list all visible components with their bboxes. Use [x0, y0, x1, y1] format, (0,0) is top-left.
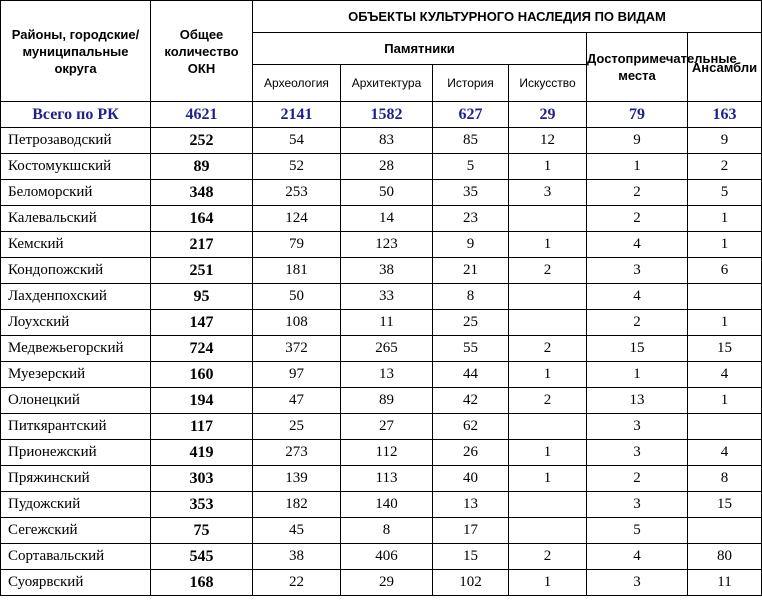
cell-architecture: 8	[341, 518, 433, 544]
table-row	[1, 466, 762, 492]
total-architecture: 1582	[341, 102, 433, 128]
cell-total: 75	[151, 518, 253, 544]
cell-history: 9	[433, 232, 509, 258]
table-row	[1, 258, 762, 284]
table-row	[1, 284, 762, 310]
cell-archaeology: 25	[253, 414, 341, 440]
cell-ensembles	[688, 284, 762, 310]
table-row	[1, 518, 762, 544]
cell-sights: 3	[587, 570, 688, 596]
cell-ensembles: 1	[688, 310, 762, 336]
table-row	[1, 440, 762, 466]
cell-ensembles: 6	[688, 258, 762, 284]
cell-total: 419	[151, 440, 253, 466]
cell-district: Олонецкий	[1, 388, 151, 414]
cell-art	[509, 284, 587, 310]
cell-ensembles: 1	[688, 206, 762, 232]
cell-total: 164	[151, 206, 253, 232]
cell-total: 89	[151, 154, 253, 180]
cell-district: Лахденпохский	[1, 284, 151, 310]
cell-ensembles: 4	[688, 440, 762, 466]
cell-ensembles: 80	[688, 544, 762, 570]
cell-history: 62	[433, 414, 509, 440]
cell-district: Пудожский	[1, 492, 151, 518]
cell-ensembles: 15	[688, 336, 762, 362]
cell-district: Лоухский	[1, 310, 151, 336]
cell-architecture: 33	[341, 284, 433, 310]
cell-architecture: 14	[341, 206, 433, 232]
cell-history: 42	[433, 388, 509, 414]
cell-architecture: 140	[341, 492, 433, 518]
total-ensembles: 163	[688, 102, 762, 128]
cell-ensembles: 8	[688, 466, 762, 492]
cell-district: Медвежьегорский	[1, 336, 151, 362]
cell-sights: 2	[587, 466, 688, 492]
cell-history: 8	[433, 284, 509, 310]
cell-sights: 15	[587, 336, 688, 362]
cell-total: 168	[151, 570, 253, 596]
cell-history: 44	[433, 362, 509, 388]
cell-archaeology: 45	[253, 518, 341, 544]
table-row	[1, 414, 762, 440]
total-art: 29	[509, 102, 587, 128]
cell-sights: 2	[587, 180, 688, 206]
cell-archaeology: 54	[253, 128, 341, 154]
cell-archaeology: 97	[253, 362, 341, 388]
cell-art: 2	[509, 336, 587, 362]
cell-art: 1	[509, 362, 587, 388]
cell-archaeology: 253	[253, 180, 341, 206]
table-row	[1, 570, 762, 596]
cell-ensembles: 4	[688, 362, 762, 388]
cell-history: 40	[433, 466, 509, 492]
total-all: 4621	[151, 102, 253, 128]
cell-total: 353	[151, 492, 253, 518]
cell-archaeology: 50	[253, 284, 341, 310]
cell-sights: 4	[587, 284, 688, 310]
cell-architecture: 113	[341, 466, 433, 492]
cell-history: 15	[433, 544, 509, 570]
cell-total: 160	[151, 362, 253, 388]
cell-archaeology: 38	[253, 544, 341, 570]
cell-district: Петрозаводский	[1, 128, 151, 154]
table-row	[1, 492, 762, 518]
cell-ensembles	[688, 518, 762, 544]
cell-art: 3	[509, 180, 587, 206]
cell-ensembles	[688, 414, 762, 440]
cell-archaeology: 182	[253, 492, 341, 518]
cell-ensembles: 15	[688, 492, 762, 518]
cell-sights: 9	[587, 128, 688, 154]
cell-art: 2	[509, 258, 587, 284]
cell-sights: 3	[587, 258, 688, 284]
cell-history: 25	[433, 310, 509, 336]
cell-history: 17	[433, 518, 509, 544]
header-total: Общее количество ОКН	[151, 1, 253, 102]
cell-art: 1	[509, 466, 587, 492]
cell-total: 303	[151, 466, 253, 492]
cell-architecture: 50	[341, 180, 433, 206]
table-row	[1, 336, 762, 362]
cell-architecture: 28	[341, 154, 433, 180]
header-archaeology: Археология	[253, 65, 341, 102]
cell-archaeology: 47	[253, 388, 341, 414]
cell-district: Кондопожский	[1, 258, 151, 284]
cell-architecture: 112	[341, 440, 433, 466]
header-sights: Достопримечательные места	[587, 33, 688, 102]
table-row	[1, 232, 762, 258]
cell-architecture: 83	[341, 128, 433, 154]
cell-archaeology: 22	[253, 570, 341, 596]
cell-history: 21	[433, 258, 509, 284]
table-row	[1, 206, 762, 232]
cell-art	[509, 414, 587, 440]
table-header	[1, 1, 762, 102]
cell-architecture: 11	[341, 310, 433, 336]
cell-district: Сортавальский	[1, 544, 151, 570]
cell-ensembles: 1	[688, 232, 762, 258]
cell-district: Костомукшский	[1, 154, 151, 180]
header-art: Искусство	[509, 65, 587, 102]
cell-archaeology: 52	[253, 154, 341, 180]
cell-history: 55	[433, 336, 509, 362]
table-row	[1, 128, 762, 154]
cell-total: 252	[151, 128, 253, 154]
cell-total: 348	[151, 180, 253, 206]
cell-art	[509, 518, 587, 544]
cell-art: 12	[509, 128, 587, 154]
cell-ensembles: 2	[688, 154, 762, 180]
cell-district: Беломорский	[1, 180, 151, 206]
table-row	[1, 362, 762, 388]
cell-sights: 4	[587, 544, 688, 570]
cell-total: 147	[151, 310, 253, 336]
cell-archaeology: 124	[253, 206, 341, 232]
cell-art: 2	[509, 544, 587, 570]
cell-district: Питкярантский	[1, 414, 151, 440]
total-history: 627	[433, 102, 509, 128]
total-label: Всего по РК	[1, 102, 151, 128]
cell-total: 117	[151, 414, 253, 440]
cell-art	[509, 310, 587, 336]
cell-art: 1	[509, 440, 587, 466]
header-monuments: Памятники	[253, 33, 587, 65]
cell-ensembles: 1	[688, 388, 762, 414]
cell-history: 85	[433, 128, 509, 154]
total-sights: 79	[587, 102, 688, 128]
cell-ensembles: 11	[688, 570, 762, 596]
cell-total: 724	[151, 336, 253, 362]
table-body	[1, 102, 762, 596]
table-row	[1, 180, 762, 206]
cell-architecture: 123	[341, 232, 433, 258]
cell-art	[509, 492, 587, 518]
header-architecture: Архитектура	[341, 65, 433, 102]
table-row	[1, 544, 762, 570]
cell-district: Калевальский	[1, 206, 151, 232]
cell-art: 1	[509, 232, 587, 258]
cell-archaeology: 181	[253, 258, 341, 284]
header-ensembles: Ансамбли	[688, 33, 762, 102]
cell-sights: 3	[587, 440, 688, 466]
cell-total: 251	[151, 258, 253, 284]
cell-ensembles: 5	[688, 180, 762, 206]
cell-district: Пряжинский	[1, 466, 151, 492]
cell-architecture: 406	[341, 544, 433, 570]
cell-total: 95	[151, 284, 253, 310]
cell-sights: 4	[587, 232, 688, 258]
cell-art: 1	[509, 570, 587, 596]
total-row	[1, 102, 762, 128]
cell-ensembles: 9	[688, 128, 762, 154]
table-row	[1, 154, 762, 180]
cell-sights: 2	[587, 310, 688, 336]
cell-architecture: 13	[341, 362, 433, 388]
cell-architecture: 29	[341, 570, 433, 596]
cell-architecture: 27	[341, 414, 433, 440]
cell-sights: 3	[587, 492, 688, 518]
total-archaeology: 2141	[253, 102, 341, 128]
cell-sights: 1	[587, 154, 688, 180]
cell-art: 1	[509, 154, 587, 180]
header-history: История	[433, 65, 509, 102]
cell-sights: 5	[587, 518, 688, 544]
cell-archaeology: 139	[253, 466, 341, 492]
cell-total: 194	[151, 388, 253, 414]
header-district: Районы, городские/муниципальные округа	[1, 1, 151, 102]
cell-district: Сегежский	[1, 518, 151, 544]
cell-sights: 1	[587, 362, 688, 388]
cell-history: 5	[433, 154, 509, 180]
cell-history: 26	[433, 440, 509, 466]
header-by-type: ОБЪЕКТЫ КУЛЬТУРНОГО НАСЛЕДИЯ ПО ВИДАМ	[253, 1, 762, 33]
cell-district: Суоярвский	[1, 570, 151, 596]
cell-history: 23	[433, 206, 509, 232]
cell-sights: 13	[587, 388, 688, 414]
cell-district: Муезерский	[1, 362, 151, 388]
cell-archaeology: 372	[253, 336, 341, 362]
cell-history: 13	[433, 492, 509, 518]
cell-archaeology: 79	[253, 232, 341, 258]
cell-total: 217	[151, 232, 253, 258]
table-row	[1, 310, 762, 336]
cell-district: Прионежский	[1, 440, 151, 466]
cell-art: 2	[509, 388, 587, 414]
cell-history: 102	[433, 570, 509, 596]
cell-district: Кемский	[1, 232, 151, 258]
cell-architecture: 265	[341, 336, 433, 362]
cell-sights: 3	[587, 414, 688, 440]
table-row	[1, 388, 762, 414]
cell-architecture: 38	[341, 258, 433, 284]
cell-history: 35	[433, 180, 509, 206]
cell-sights: 2	[587, 206, 688, 232]
cell-total: 545	[151, 544, 253, 570]
cell-archaeology: 273	[253, 440, 341, 466]
cell-archaeology: 108	[253, 310, 341, 336]
cell-architecture: 89	[341, 388, 433, 414]
cell-art	[509, 206, 587, 232]
